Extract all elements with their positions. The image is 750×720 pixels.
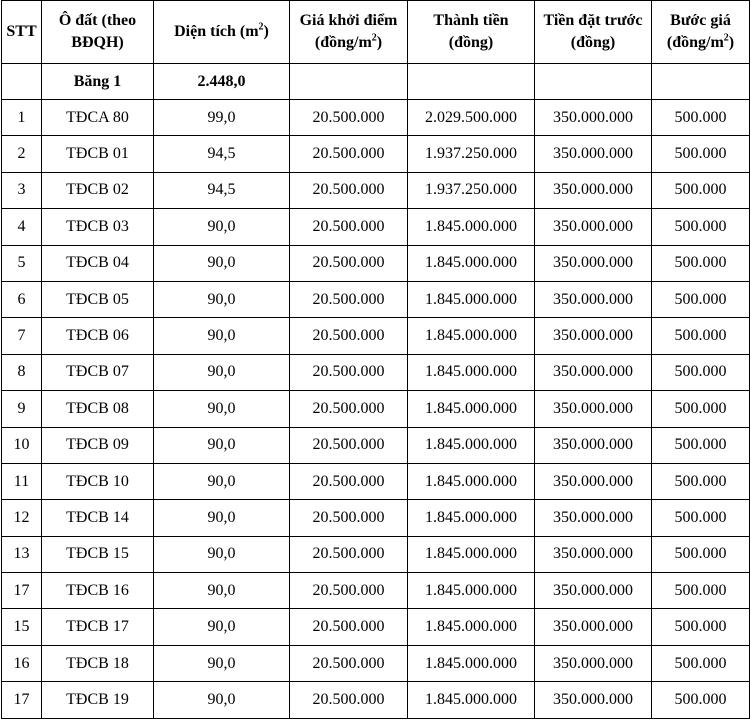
cell-price: 20.500.000 — [290, 682, 408, 718]
cell-step: 500.000 — [652, 209, 750, 245]
cell-total: 1.845.000.000 — [408, 573, 535, 609]
cell-stt: 9 — [2, 391, 42, 427]
cell-price: 20.500.000 — [290, 500, 408, 536]
cell-plot: TĐCB 09 — [42, 427, 154, 463]
cell-deposit: 350.000.000 — [535, 172, 652, 208]
cell-step: 500.000 — [652, 318, 750, 354]
cell-stt: 5 — [2, 245, 42, 281]
cell-deposit: 350.000.000 — [535, 682, 652, 718]
cell-price: 20.500.000 — [290, 245, 408, 281]
cell-price: 20.500.000 — [290, 645, 408, 681]
cell-area: 94,5 — [154, 172, 290, 208]
cell-price: 20.500.000 — [290, 536, 408, 572]
cell-total: 1.845.000.000 — [408, 281, 535, 317]
cell-step: 500.000 — [652, 391, 750, 427]
cell-stt: 3 — [2, 172, 42, 208]
group-stt — [2, 64, 42, 100]
header-row — [2, 1, 750, 64]
cell-area: 90,0 — [154, 500, 290, 536]
group-area: 2.448,0 — [154, 64, 290, 100]
cell-total: 1.845.000.000 — [408, 645, 535, 681]
cell-price: 20.500.000 — [290, 391, 408, 427]
header-stt: STT — [2, 1, 42, 64]
cell-plot: TĐCB 18 — [42, 645, 154, 681]
cell-plot: TĐCA 80 — [42, 100, 154, 136]
header-plot: Ô đất (theo BĐQH) — [42, 1, 154, 64]
cell-price: 20.500.000 — [290, 100, 408, 136]
group-total — [408, 64, 535, 100]
cell-plot: TĐCB 08 — [42, 391, 154, 427]
cell-step: 500.000 — [652, 136, 750, 172]
cell-area: 90,0 — [154, 609, 290, 645]
cell-stt: 10 — [2, 427, 42, 463]
cell-total: 1.845.000.000 — [408, 318, 535, 354]
cell-area: 90,0 — [154, 463, 290, 499]
cell-step: 500.000 — [652, 100, 750, 136]
table-row — [2, 536, 750, 572]
header-starting-price: Giá khởi điểm $(đồng/m^2)$ — [290, 1, 408, 64]
cell-plot: TĐCB 16 — [42, 573, 154, 609]
cell-deposit: 350.000.000 — [535, 100, 652, 136]
cell-deposit: 350.000.000 — [535, 391, 652, 427]
cell-deposit: 350.000.000 — [535, 318, 652, 354]
cell-step: 500.000 — [652, 609, 750, 645]
cell-total: 1.845.000.000 — [408, 245, 535, 281]
cell-step: 500.000 — [652, 573, 750, 609]
table-row — [2, 209, 750, 245]
header-total: Thành tiền (đồng) — [408, 1, 535, 64]
cell-stt: 13 — [2, 536, 42, 572]
cell-area: 90,0 — [154, 318, 290, 354]
cell-stt: 11 — [2, 463, 42, 499]
cell-step: 500.000 — [652, 354, 750, 390]
cell-price: 20.500.000 — [290, 136, 408, 172]
cell-plot: TĐCB 05 — [42, 281, 154, 317]
land-auction-table — [1, 0, 750, 719]
cell-plot: TĐCB 01 — [42, 136, 154, 172]
cell-area: 90,0 — [154, 536, 290, 572]
table-row — [2, 645, 750, 681]
cell-total: 1.845.000.000 — [408, 500, 535, 536]
cell-price: 20.500.000 — [290, 609, 408, 645]
cell-stt: 6 — [2, 281, 42, 317]
cell-step: 500.000 — [652, 463, 750, 499]
cell-plot: TĐCB 02 — [42, 172, 154, 208]
group-price — [290, 64, 408, 100]
cell-stt: 1 — [2, 100, 42, 136]
cell-plot: TĐCB 19 — [42, 682, 154, 718]
header-deposit: Tiền đặt trước (đồng) — [535, 1, 652, 64]
cell-total: 1.937.250.000 — [408, 172, 535, 208]
cell-total: 1.845.000.000 — [408, 682, 535, 718]
group-name: Băng 1 — [42, 64, 154, 100]
cell-price: 20.500.000 — [290, 281, 408, 317]
table-row — [2, 136, 750, 172]
cell-stt: 15 — [2, 609, 42, 645]
cell-plot: TĐCB 06 — [42, 318, 154, 354]
cell-step: 500.000 — [652, 500, 750, 536]
table-row — [2, 172, 750, 208]
cell-price: 20.500.000 — [290, 427, 408, 463]
cell-deposit: 350.000.000 — [535, 536, 652, 572]
cell-area: 90,0 — [154, 391, 290, 427]
table-row — [2, 463, 750, 499]
cell-deposit: 350.000.000 — [535, 463, 652, 499]
cell-stt: 8 — [2, 354, 42, 390]
cell-plot: TĐCB 10 — [42, 463, 154, 499]
table-row — [2, 354, 750, 390]
table-row — [2, 500, 750, 536]
cell-total: 1.845.000.000 — [408, 609, 535, 645]
cell-step: 500.000 — [652, 281, 750, 317]
cell-area: 90,0 — [154, 209, 290, 245]
cell-stt: 17 — [2, 682, 42, 718]
cell-total: 2.029.500.000 — [408, 100, 535, 136]
cell-area: 94,5 — [154, 136, 290, 172]
cell-price: 20.500.000 — [290, 354, 408, 390]
cell-total: 1.845.000.000 — [408, 463, 535, 499]
cell-deposit: 350.000.000 — [535, 645, 652, 681]
table-row — [2, 391, 750, 427]
cell-price: 20.500.000 — [290, 172, 408, 208]
cell-step: 500.000 — [652, 645, 750, 681]
cell-area: 90,0 — [154, 281, 290, 317]
cell-stt: 17 — [2, 573, 42, 609]
cell-deposit: 350.000.000 — [535, 245, 652, 281]
cell-plot: TĐCB 15 — [42, 536, 154, 572]
cell-step: 500.000 — [652, 172, 750, 208]
table-row — [2, 573, 750, 609]
cell-step: 500.000 — [652, 427, 750, 463]
cell-area: 90,0 — [154, 573, 290, 609]
cell-stt: 16 — [2, 645, 42, 681]
cell-price: 20.500.000 — [290, 209, 408, 245]
table-row — [2, 427, 750, 463]
table-row — [2, 281, 750, 317]
cell-plot: TĐCB 17 — [42, 609, 154, 645]
cell-deposit: 350.000.000 — [535, 209, 652, 245]
table-row — [2, 318, 750, 354]
cell-deposit: 350.000.000 — [535, 500, 652, 536]
cell-price: 20.500.000 — [290, 573, 408, 609]
cell-step: 500.000 — [652, 245, 750, 281]
table-row — [2, 100, 750, 136]
cell-deposit: 350.000.000 — [535, 136, 652, 172]
cell-plot: TĐCB 07 — [42, 354, 154, 390]
header-price-step: Bước giá $(đồng/m^2)$ — [652, 1, 750, 64]
group-deposit — [535, 64, 652, 100]
cell-area: 90,0 — [154, 645, 290, 681]
header-area: Diện tích $(m^2)$ — [154, 1, 290, 64]
cell-deposit: 350.000.000 — [535, 427, 652, 463]
cell-step: 500.000 — [652, 536, 750, 572]
cell-area: 90,0 — [154, 427, 290, 463]
cell-plot: TĐCB 03 — [42, 209, 154, 245]
cell-stt: 7 — [2, 318, 42, 354]
cell-stt: 12 — [2, 500, 42, 536]
group-step — [652, 64, 750, 100]
cell-total: 1.845.000.000 — [408, 427, 535, 463]
cell-area: 90,0 — [154, 354, 290, 390]
cell-deposit: 350.000.000 — [535, 354, 652, 390]
cell-total: 1.845.000.000 — [408, 391, 535, 427]
cell-area: 90,0 — [154, 245, 290, 281]
cell-plot: TĐCB 14 — [42, 500, 154, 536]
cell-plot: TĐCB 04 — [42, 245, 154, 281]
cell-area: 90,0 — [154, 682, 290, 718]
cell-stt: 2 — [2, 136, 42, 172]
cell-total: 1.845.000.000 — [408, 536, 535, 572]
table-row — [2, 609, 750, 645]
cell-area: 99,0 — [154, 100, 290, 136]
cell-step: 500.000 — [652, 682, 750, 718]
cell-deposit: 350.000.000 — [535, 281, 652, 317]
cell-total: 1.845.000.000 — [408, 209, 535, 245]
cell-price: 20.500.000 — [290, 318, 408, 354]
cell-price: 20.500.000 — [290, 463, 408, 499]
cell-total: 1.937.250.000 — [408, 136, 535, 172]
table-row — [2, 682, 750, 718]
cell-stt: 4 — [2, 209, 42, 245]
cell-deposit: 350.000.000 — [535, 573, 652, 609]
group-row — [2, 64, 750, 100]
cell-deposit: 350.000.000 — [535, 609, 652, 645]
cell-total: 1.845.000.000 — [408, 354, 535, 390]
table-row — [2, 245, 750, 281]
